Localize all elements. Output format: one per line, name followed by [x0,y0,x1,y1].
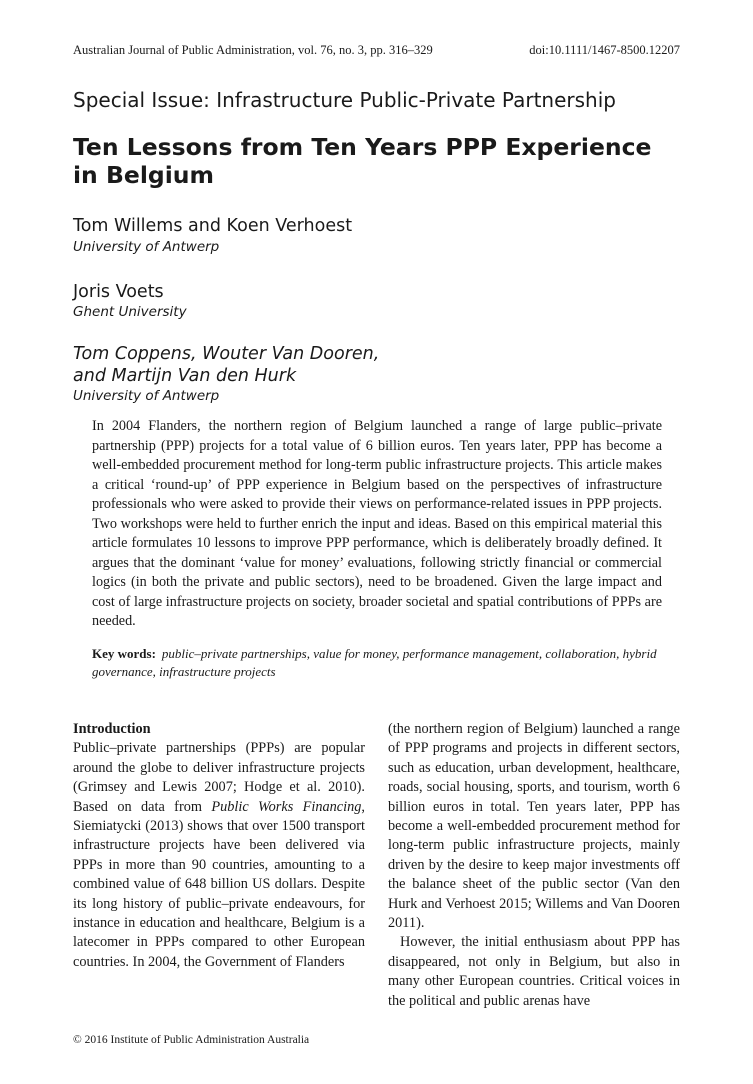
keywords [92,645,662,681]
title-line-1: Ten Lessons from Ten Years PPP Experience [73,133,652,161]
body-column-right [388,720,680,1011]
copyright-footer: © 2016 Institute of Public Administration Australia [73,1034,310,1046]
special-issue-heading: Special Issue: Infrastructure Public-Private Partnership [73,88,616,112]
affiliation-3: University of Antwerp [73,388,220,404]
author-group-2: Joris Voets [73,282,164,302]
section-heading-introduction: Introduction [73,721,151,737]
body-paragraph-3: However, the initial enthusiasm about PPP has disappeared, not only in Belgium, but also in many other European countries. Critical voices in the political and public arenas have [388,934,680,1009]
keywords-label: Key words: [92,646,156,661]
author-group-3-line-2: and Martijn Van den Hurk [73,366,297,386]
affiliation-2: Ghent University [73,304,187,320]
body-paragraph-1-part-b: , Siemiatycki (2013) shows that over 1500 transport infrastructure projects have been delivered via PPPs in more than 90 countries, amounting to a combined value of 648 billion US dollars. Despite its long history of public–private endeavours, for instance in education and healthcare, Belgium is a latecomer in PPPs compared to other European countries. In 2004, the Government of Flanders [73,798,365,970]
article-title [73,133,673,189]
body-paragraph-2: (the northern region of Belgium) launched a range of PPP programs and projects in different sectors, such as education, urban development, healthcare, roads, social housing, sports, and tourism, worth 6 billion euros in total. Ten years later, PPP has become a well-embedded procurement method for long-term public infrastructure projects, mainly driven by the desire to keep major investments off the balance sheet of the public sector (Van den Hurk and Verhoest 2015; Willems and Van Dooren 2011). [388,721,680,932]
body-column-left [73,720,365,972]
journal-citation: Australian Journal of Public Administration, vol. 76, no. 3, pp. 316–329 [73,43,433,57]
author-group-3-line-1: Tom Coppens, Wouter Van Dooren, [73,344,380,364]
title-line-2: in Belgium [73,161,214,189]
body-paragraph-1-italic: Public Works Financing [211,798,362,815]
abstract: In 2004 Flanders, the northern region of Belgium launched a range of large public–private partnership (PPP) projects for a total value of 6 billion euros. Ten years later, PPP has become a well-embedded procurement method for long-term public infrastructure projects. This article makes a critical ‘round-up’ of PPP experience in Belgium based on the perspectives of infrastructure professionals who were asked to provide their views on performance-related issues in PPP projects. Two workshops were held to further enrich the input and ideas. Based on this empirical material this article formulates 10 lessons to improve PPP performance, which is deliberately broadly defined. It argues that the dominant ‘value for money’ evaluations, following strictly financial or commercial logics (in both the private and public sectors), need to be broadened. Given the large impact and cost of large infrastructure projects on society, broader societal and spatial contributions of PPPs are needed. [92,418,662,629]
doi: doi:10.1111/1467-8500.12207 [529,43,680,57]
affiliation-1: University of Antwerp [73,239,220,255]
body-paragraph-1-part-a: Public–private partnerships (PPPs) are popular around the globe to deliver infrastructure projects (Grimsey and Lewis 2007; Hodge et al. 2010). Based on data from [73,740,365,815]
author-group-1: Tom Willems and Koen Verhoest [73,216,353,236]
body-paragraph-1 [73,739,365,972]
keywords-list: public–private partnerships, value for money, performance management, collaboration, hybrid governance, infrastructure projects [92,646,657,679]
